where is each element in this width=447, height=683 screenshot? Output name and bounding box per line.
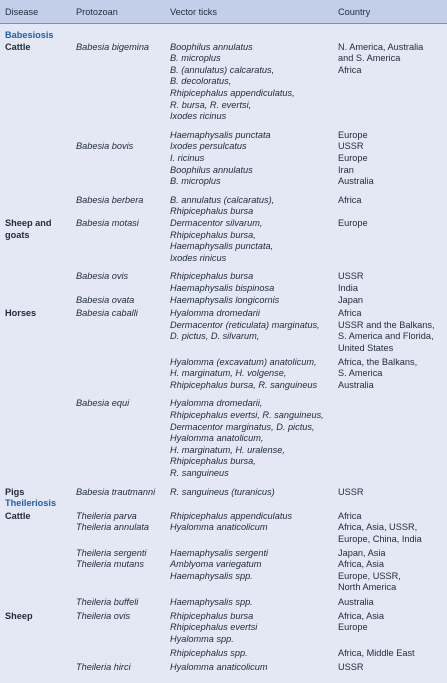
vector-cell: Rhipicephalus evertsi [170, 622, 258, 633]
header-protozoan: Protozoan [76, 7, 118, 17]
vector-cell: Rhipicephalus appendiculatus, [170, 88, 295, 98]
protozoan-cell: Babesia equi [76, 398, 130, 409]
vector-cell: Dermacentor (reticulata) marginatus, [170, 319, 320, 330]
country-cell: Japan, Asia [338, 547, 386, 558]
vector-cell: Ixodes rinicus [170, 252, 227, 263]
vector-cell: D. pictus, D. silvarum, [170, 331, 260, 342]
country-cell: Iran [338, 164, 354, 175]
vector-cell: Rhipicephalus appendiculatus [170, 510, 293, 521]
vector-cell: Boophilus annulatus [170, 41, 253, 52]
country-cell: N. America, Australia [338, 41, 424, 52]
vector-cell: Rhipicephalus bursa, R. sanguineus [170, 379, 318, 390]
country-cell: S. America and Florida, [338, 331, 434, 342]
country-cell: USSR [338, 662, 364, 672]
country-cell: Europe [338, 153, 368, 163]
vector-cell: Ixodes persulcatus [170, 141, 247, 152]
country-cell: India [338, 283, 358, 293]
country-cell: Australia [338, 379, 374, 390]
disease-cell: Horses [5, 308, 37, 319]
country-cell: Europe [338, 622, 368, 633]
vector-cell: Haemaphysalis spp. [170, 597, 253, 607]
disease-cell: goats [5, 229, 30, 240]
protozoan-cell: Theileria hirci [76, 662, 131, 672]
country-cell: Africa, the Balkans, [338, 356, 418, 367]
section-cell: Babesiosis [5, 30, 54, 40]
vector-cell: Rhipicephalus bursa [170, 610, 254, 621]
country-cell: Europe, USSR, [338, 570, 401, 581]
country-cell: Europe, China, India [338, 534, 422, 544]
vector-cell: R. sanguineus [170, 468, 229, 478]
vector-cell: B. annulatus (calcaratus), [170, 194, 275, 205]
header-disease: Disease [5, 7, 39, 17]
country-cell: USSR [338, 271, 364, 282]
vector-cell: Dermacentor marginatus, D. pictus, [170, 421, 315, 432]
country-cell: Japan [338, 294, 364, 305]
vector-cell: B. microplus [170, 53, 221, 64]
vector-cell: H. marginatum, H. uralense, [170, 444, 285, 455]
country-cell: Australia [338, 176, 374, 187]
vector-cell: Haemaphysalis spp. [170, 570, 253, 581]
protozoan-cell: Babesia trautmanni [76, 486, 156, 497]
disease-cell: Cattle [5, 510, 31, 521]
country-cell: Africa [338, 510, 362, 521]
country-cell: Africa, Asia [338, 610, 384, 621]
header-country: Country [338, 7, 371, 17]
vector-cell: Boophilus annulatus [170, 164, 253, 175]
vector-cell: Ixodes ricinus [170, 111, 227, 122]
protozoan-cell: Theileria mutans [76, 559, 144, 570]
vector-cell: Hyalomma anaticolicum [170, 522, 268, 533]
table-header [0, 0, 447, 24]
country-cell: USSR [338, 486, 364, 497]
vector-cell: H. marginatum, H. volgense, [170, 368, 287, 379]
vector-cell: Hyalomma spp. [170, 633, 234, 644]
vector-cell: Dermacentor silvarum, [170, 218, 263, 228]
protozoan-cell: Babesia ovata [76, 294, 135, 305]
disease-cell: Sheep and [5, 218, 52, 228]
protozoan-cell: Theileria parva [76, 510, 137, 521]
country-cell: Africa, Asia [338, 559, 384, 570]
vector-cell: R. sanguineus (turanicus) [170, 486, 275, 497]
vector-cell: I. ricinus [170, 153, 205, 163]
vector-cell: R. bursa, R. evertsi, [170, 99, 252, 110]
protozoan-cell: Theileria sergenti [76, 547, 147, 558]
vector-cell: Haemaphysalis punctata, [170, 241, 274, 252]
country-cell: Africa [338, 308, 362, 319]
protozoan-cell: Babesia berbera [76, 194, 144, 205]
country-cell: Europe [338, 129, 368, 140]
country-cell: USSR and the Balkans, [338, 319, 435, 330]
protozoan-cell: Babesia bovis [76, 141, 134, 152]
country-cell: United States [338, 343, 394, 353]
header-vector-ticks: Vector ticks [170, 7, 217, 17]
vector-cell: Haemaphysalis punctata [170, 129, 271, 140]
vector-cell: Haemaphysalis longicornis [170, 294, 280, 305]
section-cell: Theileriosis [5, 498, 57, 509]
country-cell: Africa [338, 194, 362, 205]
vector-cell: Rhipicephalus bursa [170, 206, 254, 217]
vector-cell: Hyalomma anatolicum, [170, 433, 264, 444]
protozoan-cell: Babesia caballi [76, 308, 138, 319]
vector-cell: B. microplus [170, 176, 221, 187]
country-cell: USSR [338, 141, 364, 152]
vector-cell: Haemaphysalis bispinosa [170, 283, 275, 293]
protozoan-cell: Theileria ovis [76, 610, 131, 621]
country-cell: and S. America [338, 53, 401, 64]
vector-cell: Hyalomma dromedarii, [170, 398, 263, 409]
vector-cell: Rhipicephalus spp. [170, 648, 248, 659]
protozoan-cell: Theileria buffeli [76, 597, 139, 607]
protozoan-cell: Babesia bigemina [76, 41, 150, 52]
vector-cell: Amblyoma variegatum [170, 559, 262, 570]
vector-cell: Rhipicephalus evertsi, R. sanguineus, [170, 410, 324, 420]
protozoan-cell: Theileria annulata [76, 522, 150, 533]
country-cell: Africa [338, 64, 362, 75]
vector-cell: Haemaphysalis sergenti [170, 547, 269, 558]
country-cell: Africa, Middle East [338, 648, 415, 659]
disease-cell: Pigs [5, 486, 25, 497]
vector-cell: Rhipicephalus bursa, [170, 229, 256, 240]
protozoan-cell: Babesia ovis [76, 271, 129, 282]
country-cell: S. America [338, 368, 383, 379]
protozoan-cell: Babesia motasi [76, 218, 139, 228]
vector-cell: Hyalomma dromedarii [170, 308, 260, 319]
country-cell: North America [338, 582, 397, 593]
country-cell: Europe [338, 218, 368, 228]
country-cell: Africa, Asia, USSR, [338, 522, 418, 533]
vector-cell: B. (annulatus) calcaratus, [170, 64, 275, 75]
vector-cell: Hyalomma anaticolicum [170, 662, 268, 672]
vector-cell: Rhipicephalus bursa [170, 271, 254, 282]
disease-cell: Cattle [5, 41, 31, 52]
vector-cell: Rhipicephalus bursa, [170, 456, 256, 467]
vector-cell: B. decoloratus, [170, 76, 232, 87]
vector-cell: Hyalomma (excavatum) anatolicum, [170, 356, 317, 367]
country-cell: Australia [338, 597, 374, 607]
disease-cell: Sheep [5, 610, 33, 621]
